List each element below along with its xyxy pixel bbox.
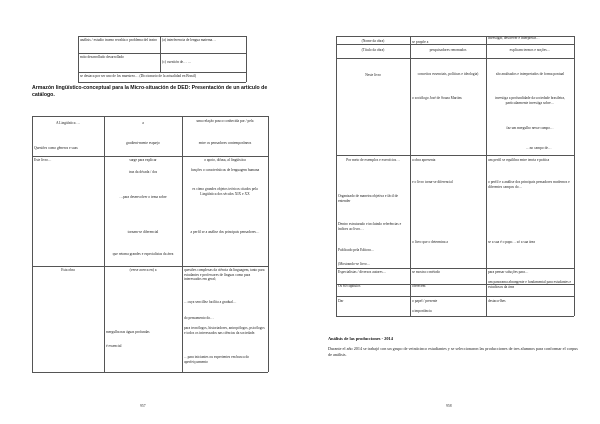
table-cell: que retoma grandes e especialistas da área: [112, 252, 174, 256]
table-cell: faz um mergulho nesse campo…: [506, 126, 554, 130]
table-cell: explicam termos e noções…: [509, 48, 551, 52]
table-line: [246, 36, 247, 82]
table-cell: Por meio de exemplos e exercícios…: [346, 158, 400, 162]
table-cell: pesquisadores renomados: [429, 48, 467, 52]
page-number: 958: [446, 404, 452, 408]
table-cell: Publicado pela Editora…: [338, 248, 375, 252]
table-line: [78, 36, 246, 37]
table-line: [336, 268, 574, 269]
table-cell: o sociólogo José de Souza Martins: [412, 96, 462, 100]
table-cell: es cómo grandes objetos teóricos citados pela Lingüística dos séculos XIX e XX: [192, 187, 258, 196]
table-line: [78, 36, 79, 82]
table-cell: Especialistas / diversos autores…: [338, 270, 387, 274]
table-line: [182, 116, 183, 372]
table-line: [78, 72, 246, 73]
table-cell: (Mostrando-se livro…: [338, 262, 371, 266]
top-table-cell: mito desarrollado desarrollado: [80, 55, 124, 59]
table-cell: traz da década / dos: [128, 170, 158, 174]
table-cell: Os 60 capítulos: [338, 284, 361, 288]
table-header-cell: Questões como gêneros e suas: [34, 146, 78, 150]
table-line: [32, 116, 268, 117]
table-line: [32, 372, 268, 373]
table-cell: a obra apresenta: [412, 158, 436, 162]
table-cell: e o livro torna-se diferencial: [412, 180, 453, 184]
table-cell: (verse acerca en) a: [129, 268, 157, 272]
table-cell: para pensar soluções para…: [488, 270, 529, 274]
table-cell: Neste livro: [365, 73, 381, 77]
table-line: [32, 116, 33, 372]
table-cell: funções o características de lenguagem humana: [190, 168, 260, 172]
top-table-cell: análisis / estudio trueno revalúa o problema del teatro: [80, 38, 158, 42]
table-cell: tornam-se diferencial: [127, 230, 159, 234]
right-page: [300, 0, 600, 424]
table-line: [336, 296, 574, 297]
table-line: [160, 36, 161, 72]
table-line: [268, 116, 269, 372]
table-line: [336, 155, 574, 156]
table-line: [336, 58, 574, 59]
table-line: [32, 266, 268, 267]
table-row-label: Esta obra: [61, 268, 75, 272]
top-table-cell: (a) interferencia de lengua materna…: [162, 38, 216, 42]
table-cell: para tecnólogos, historiadores, antropólogos, psicólogos e todos os interessados nas ciências da sociedade.: [184, 326, 265, 335]
table-line: [32, 156, 268, 157]
table-cell: questões complexas da ciência da linguagem, tanto para estudantes e professores de línguas como para interessados em geral;: [184, 268, 265, 282]
table-cell: do pensamento do…: [184, 316, 214, 320]
table-header-cell: investigar, descrever e interpretar…: [488, 36, 540, 40]
table-cell: o papel / presente: [412, 299, 438, 303]
table-header-cell: a: [142, 121, 144, 125]
table-cell: o livro que o determina a: [412, 240, 449, 244]
table-cell: o apoio, difusa, al lingüística: [204, 158, 246, 162]
table-row-label: Este livro…: [34, 158, 52, 162]
table-line: [410, 36, 411, 316]
table-cell: mergulha nas águas profundas: [106, 330, 150, 334]
table-cell: …para iniciantes ou experientes em busca do aperfeiçoamento: [184, 355, 250, 364]
body-paragraph: Durante el año 2014 se trabajó con un grupo de veinticinco estudiantes y se seleccionaron las producciones de tres alumnos para conformar el corpus de análisis.: [328, 346, 578, 357]
table-cell: a perfil se a análise dos principais pensadores…: [190, 230, 260, 234]
table-cell: surge para explicar: [129, 158, 157, 162]
table-line: [486, 36, 487, 316]
table-cell: Dar: [338, 299, 344, 303]
page-number: 957: [140, 404, 146, 408]
table-cell: são analisados e interpretados de forma pontual: [495, 72, 565, 76]
table-cell: conceitos essenciais, políticas e ideologia): [417, 72, 479, 76]
table-cell: o perfil e a análise dos principais pensadores modernos e diferentes campos do…: [488, 180, 570, 189]
top-table-cell: se destaca por ser uno de los muestreo… (Diccionario de la actualidad en Brasil): [80, 74, 197, 78]
table-cell: é essencial: [106, 344, 122, 348]
table-cell: (Título da obra): [361, 48, 385, 52]
table-cell: Organizado de maneira objetiva e fácil de entender: [338, 194, 399, 203]
table-cell: Dentro estruturado e incluindo referências e índices ao livro…: [338, 222, 402, 231]
table-cell: investiga a profundidade da sociedade brasileira, particularmente investiga sobre…: [494, 96, 566, 105]
table-header-cell: A Lingüística …: [56, 121, 80, 125]
table-cell: …para desenvolver o tema sobre: [119, 195, 167, 199]
table-line: [104, 116, 105, 372]
table-header-cell: entre os pensadores contemporâneos: [198, 141, 252, 145]
table-cell: se a sua é o papo… só a sua área: [488, 240, 535, 244]
table-header-cell: uma relação pouco conhecida por / pela: [196, 119, 254, 123]
table-header-cell: gradient-mente esquejo: [126, 141, 160, 145]
section-heading: Armazón lingüístico-conceptual para la Micro-situación de DED: Presentación de un artículo de catálogo.: [32, 85, 268, 98]
table-cell: oferecem: [412, 284, 426, 288]
table-line: [574, 36, 575, 316]
table-cell: destaca-lhes: [488, 299, 506, 303]
table-header-cell: (Nome da obra): [361, 39, 385, 43]
table-cell: …cuya sencillez facilita a gradual…: [184, 300, 237, 304]
table-cell: um perfil se equilibra entre teoria e prática: [488, 158, 550, 162]
table-line: [78, 53, 246, 54]
table-cell: a importância: [412, 309, 432, 313]
table-cell: se mostra o método: [412, 270, 441, 274]
table-header-cell: se propõe a: [412, 40, 429, 44]
top-table-cell: (c) cuestión de… …: [162, 60, 192, 64]
table-line: [78, 82, 246, 83]
table-cell: um panorama abrangente e fundamental para estudantes e estudiosos da área: [488, 280, 572, 289]
section-title: Análisis de las producciones - 2014: [328, 336, 393, 341]
table-cell: …no campo de…: [526, 146, 552, 150]
table-line: [336, 36, 337, 316]
table-line: [336, 316, 574, 317]
